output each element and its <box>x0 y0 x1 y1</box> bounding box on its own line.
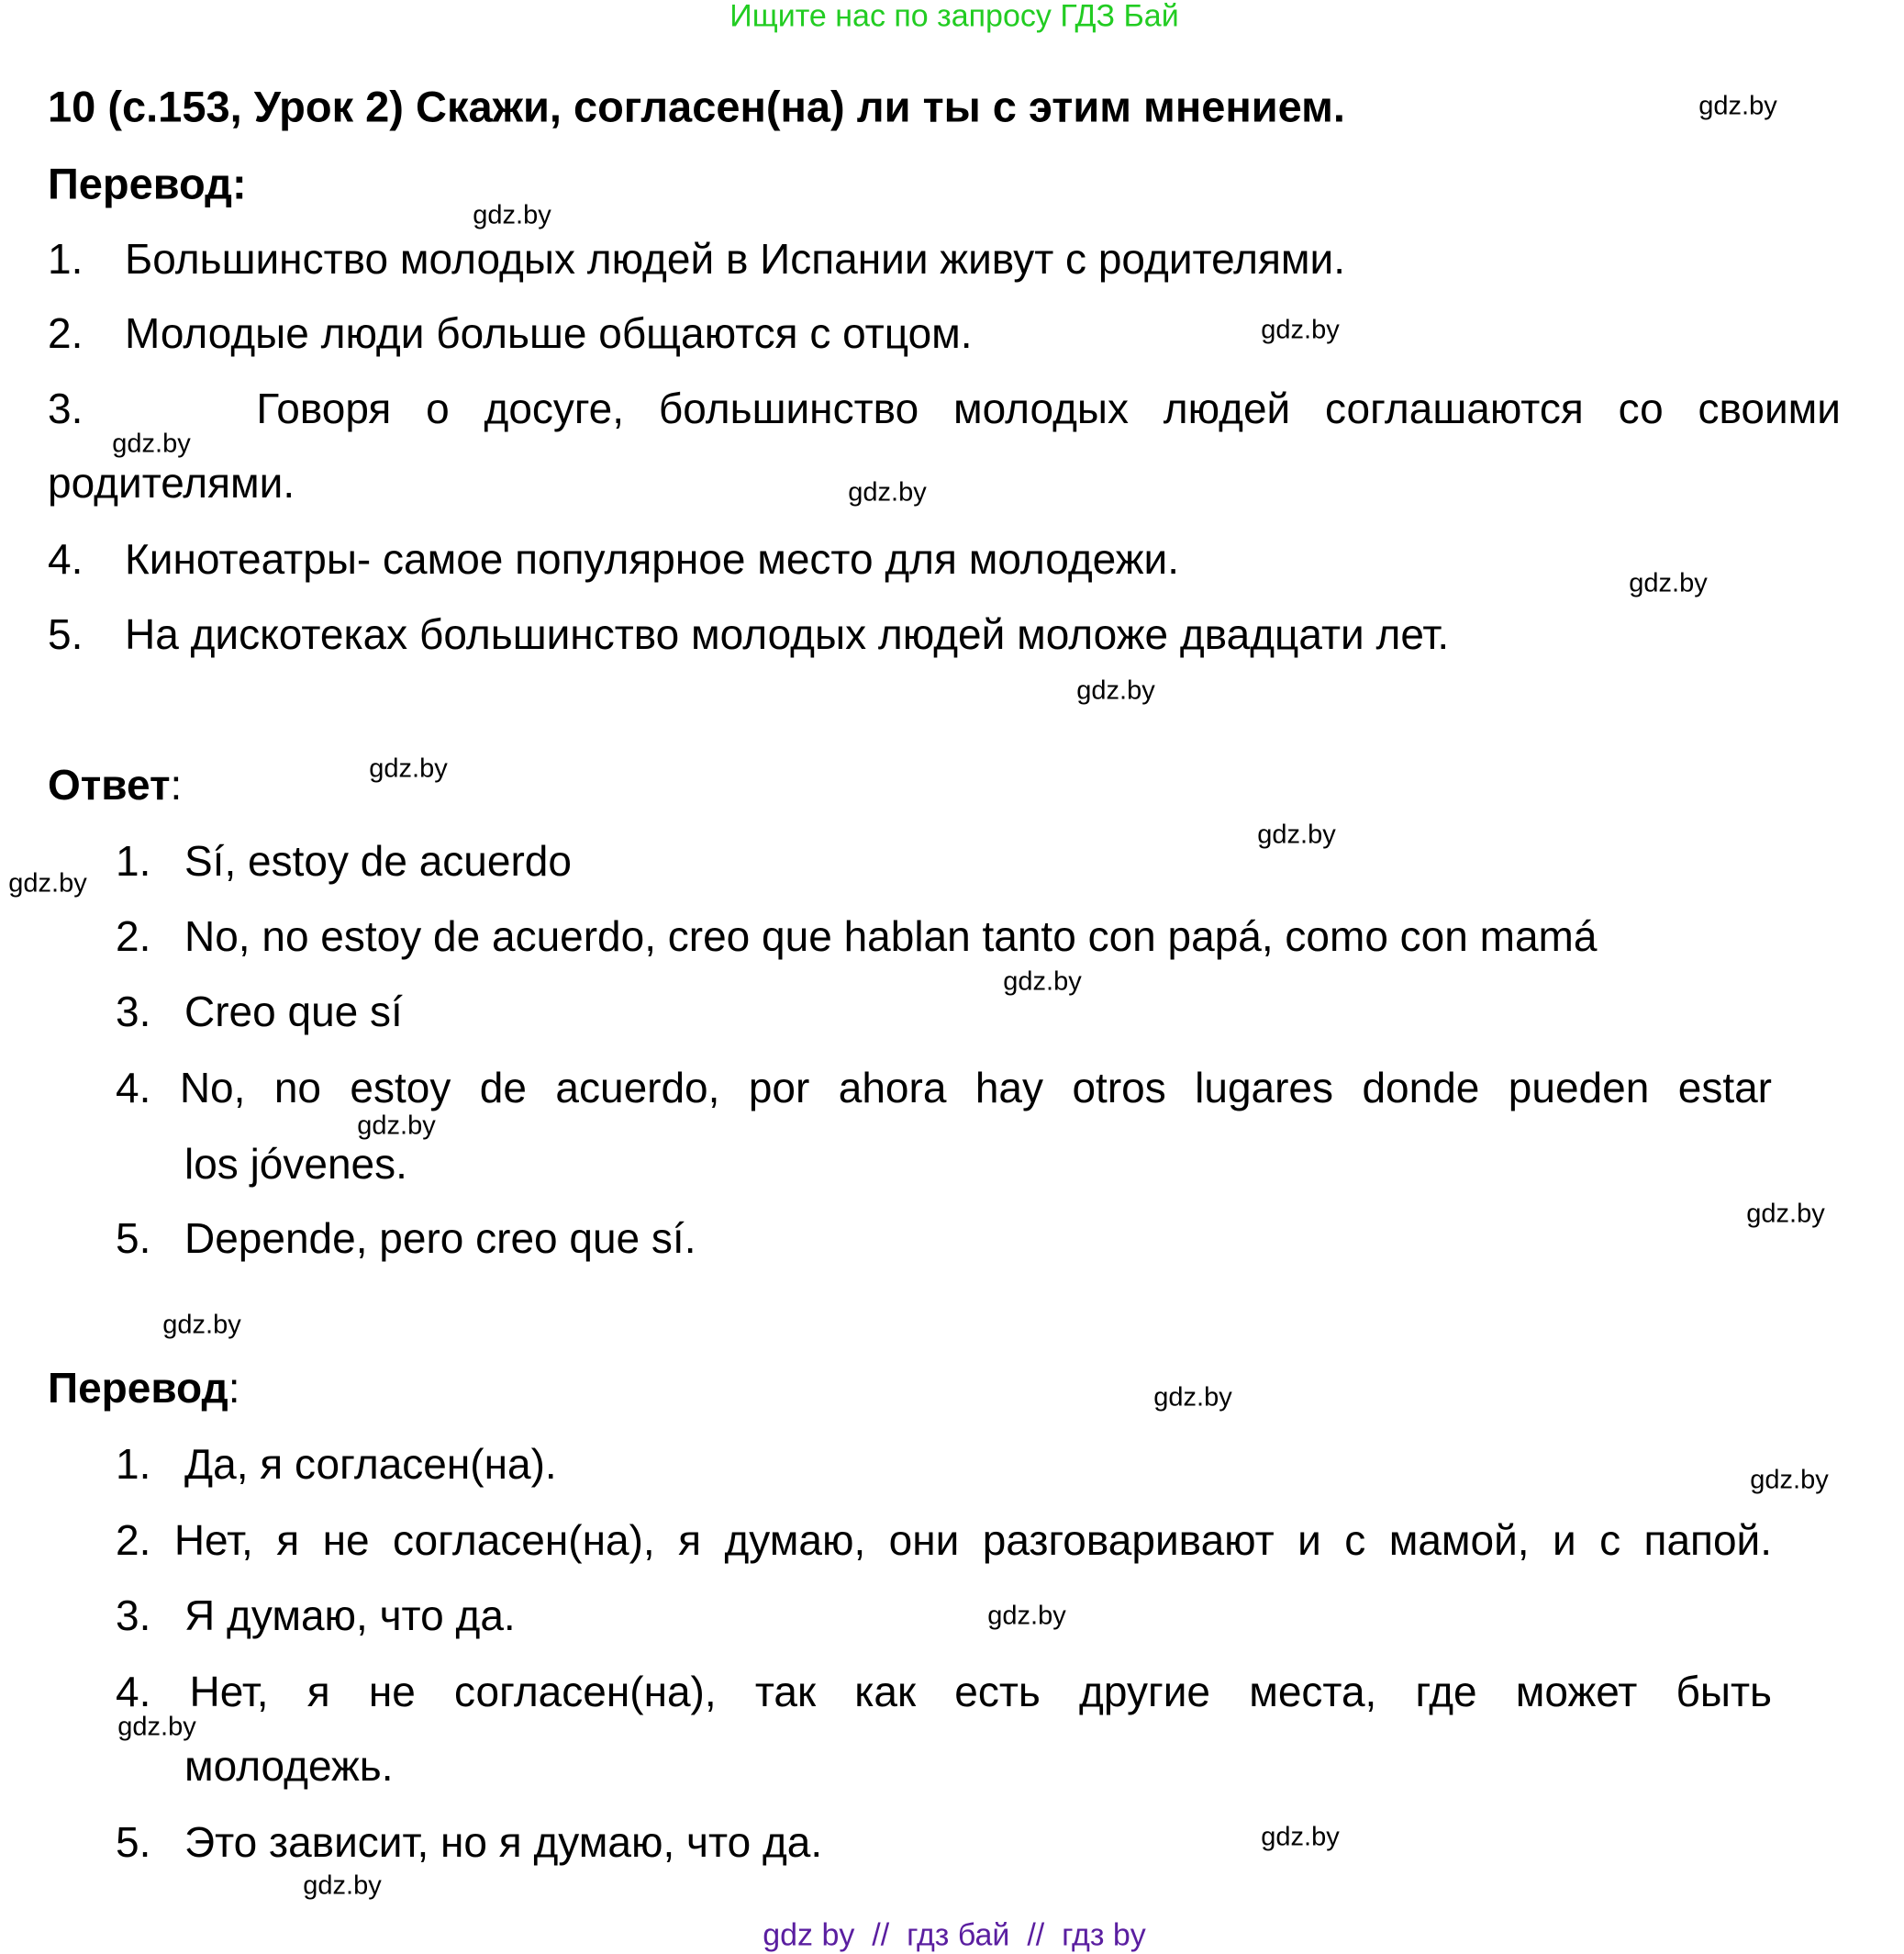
watermark: gdz.by <box>369 754 448 784</box>
answer-item-4 <box>116 1066 1772 1109</box>
answer-translation-heading <box>48 1364 240 1412</box>
search-banner: Ищите нас по запросу ГДЗ Бай <box>729 0 1179 34</box>
watermark: gdz.by <box>848 477 927 508</box>
translation-item-3-cont: родителями. <box>48 459 295 507</box>
answer-translation-item-3 <box>116 1591 516 1639</box>
watermark: gdz.by <box>1257 820 1336 850</box>
watermark: gdz.by <box>1698 91 1777 121</box>
item-number: 3. <box>48 385 84 432</box>
exercise-title: 10 (с.153, Урок 2) Скажи, согласен(на) ли ты с этим мнением. <box>48 82 1345 131</box>
watermark: gdz.by <box>1261 315 1340 345</box>
item-number: 5. <box>116 1818 151 1866</box>
item-number: 5. <box>116 1214 151 1262</box>
item-number: 2. <box>116 1516 151 1564</box>
footer-links[interactable]: gdz by // гдз бай // гдз by <box>763 1917 1146 1953</box>
answer-translation-item-5 <box>116 1818 823 1866</box>
watermark: gdz.by <box>1746 1199 1825 1229</box>
translation-heading: Перевод: <box>48 159 247 208</box>
translation-item-1 <box>48 235 1345 283</box>
watermark: gdz.by <box>357 1111 436 1141</box>
item-number: 1. <box>48 235 84 283</box>
watermark: gdz.by <box>987 1601 1066 1631</box>
item-number: 3. <box>116 1591 151 1639</box>
watermark: gdz.by <box>1153 1382 1232 1412</box>
watermark: gdz.by <box>1629 568 1708 598</box>
watermark: gdz.by <box>473 200 551 230</box>
answer-item-1 <box>116 837 572 885</box>
watermark: gdz.by <box>303 1870 382 1901</box>
answer-translation-item-4-cont: молодежь. <box>184 1742 394 1790</box>
item-number: 1. <box>116 1440 151 1488</box>
item-text: Это зависит, но я думаю, что да. <box>184 1818 823 1866</box>
answer-translation-item-4 <box>116 1670 1772 1713</box>
answer-heading <box>48 761 183 809</box>
translation-item-3 <box>48 387 1841 430</box>
translation-item-4 <box>48 535 1179 583</box>
item-number: 4. <box>48 535 84 583</box>
item-text: Да, я согласен(на). <box>184 1440 557 1488</box>
item-number: 4. <box>116 1668 151 1715</box>
answer-item-2 <box>116 912 1598 960</box>
translation-item-2 <box>48 309 973 357</box>
watermark: gdz.by <box>1003 966 1082 997</box>
watermark: gdz.by <box>112 429 191 459</box>
answer-heading-label: Ответ <box>48 761 171 809</box>
item-number: 5. <box>48 610 84 658</box>
answer-item-3 <box>116 990 403 1033</box>
watermark: gdz.by <box>162 1310 241 1340</box>
answer-item-4-cont: los jóvenes. <box>184 1140 407 1188</box>
item-text: No, no estoy de acuerdo, creo que hablan tanto con papá, como con mamá <box>184 912 1598 960</box>
item-number: 3. <box>116 988 151 1035</box>
answer-item-5 <box>116 1214 696 1262</box>
item-text: Depende, pero creo que sí. <box>184 1214 696 1262</box>
item-text: Нет, я не согласен(на), так как есть другие места, где может быть <box>189 1668 1772 1715</box>
item-text: Я думаю, что да. <box>184 1591 516 1639</box>
item-text: Молодые люди больше общаются с отцом. <box>125 309 973 357</box>
translation-item-5 <box>48 610 1450 658</box>
item-number: 2. <box>48 309 84 357</box>
answer-translation-item-2 <box>116 1516 1773 1564</box>
item-text: Sí, estoy de acuerdo <box>184 837 572 885</box>
watermark: gdz.by <box>1750 1465 1829 1495</box>
watermark: gdz.by <box>1076 676 1155 706</box>
item-text: Говоря о досуге, большинство молодых людей соглашаются со своими <box>256 385 1841 432</box>
item-text: Нет, я не согласен(на), я думаю, они разговаривают и с мамой, и с папой. <box>173 1516 1773 1564</box>
item-number: 4. <box>116 1064 151 1111</box>
answer-translation-heading-label: Перевод <box>48 1364 228 1412</box>
colon: : <box>170 761 183 809</box>
item-number: 2. <box>116 912 151 960</box>
item-number: 1. <box>116 837 151 885</box>
watermark: gdz.by <box>8 868 87 899</box>
item-text: No, no estoy de acuerdo, por ahora hay otros lugares donde pueden estar <box>179 1064 1772 1111</box>
item-text: Кинотеатры- самое популярное место для молодежи. <box>125 535 1179 583</box>
answer-translation-item-1 <box>116 1440 557 1488</box>
watermark: gdz.by <box>117 1712 196 1742</box>
item-text: Большинство молодых людей в Испании живут с родителями. <box>125 235 1345 283</box>
colon: : <box>228 1364 240 1412</box>
watermark: gdz.by <box>1261 1822 1340 1852</box>
item-text: На дискотеках большинство молодых людей моложе двадцати лет. <box>125 610 1450 658</box>
item-text: Creo que sí <box>184 988 403 1035</box>
